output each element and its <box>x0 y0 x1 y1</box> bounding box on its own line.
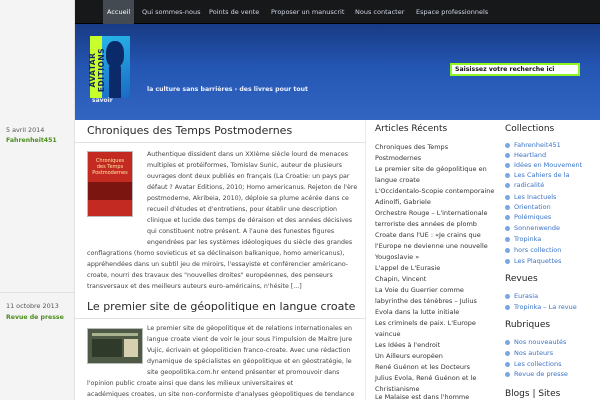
divider <box>0 292 75 293</box>
post-excerpt: Le premier site de géopolitique et de relations internationales en langue croate vient de voir le jour sous l'impulsion de Maitre Jure Vujic, écrivain et géopoliticien franco-croate. Avec une rédaction dynamique de spécialistes en géopolitique et en géostratégie, le site geopolitika.com.hr entend présenter et promouvoir dans <box>147 325 353 376</box>
recent-article-link[interactable]: Evola dans la lutte initiale <box>375 308 460 316</box>
recent-article-link[interactable]: Julius Evola, René Guénon et le <box>375 374 477 382</box>
collection-link[interactable]: Sonnenwende <box>514 224 561 232</box>
search-input[interactable]: Saisissez votre recherche ici <box>450 63 580 76</box>
collection-link[interactable]: Fahrenheit451 <box>514 141 561 149</box>
column-divider <box>365 120 366 400</box>
recent-article-link[interactable]: labyrinthe des ténèbres – Julius <box>375 297 477 305</box>
nav-item-proposer-manuscrit[interactable]: Proposer un manuscrit <box>271 8 345 16</box>
collection-link[interactable]: hors collection <box>514 246 562 254</box>
book-cover-thumbnail[interactable]: Chroniques des Temps Postmodernes <box>87 151 133 217</box>
recent-article-link[interactable]: La Voie du Guerrier comme <box>375 286 464 294</box>
post-date-gutter <box>0 0 75 400</box>
top-navigation <box>75 0 600 24</box>
main-content <box>75 120 365 400</box>
post-title-link[interactable]: Chroniques des Temps Postmodernes <box>87 124 293 137</box>
rubrique-link[interactable]: Nos auteurs <box>514 349 554 357</box>
recent-article-link[interactable]: René Guénon et les Docteurs <box>375 363 470 371</box>
website-screenshot-thumbnail[interactable] <box>87 328 143 364</box>
recent-article-link[interactable]: L'Occidentalo-Scopie contemporaine <box>375 187 495 195</box>
nav-item-accueil[interactable]: Accueil <box>103 0 134 24</box>
post-category-link[interactable]: Revue de presse <box>6 314 64 321</box>
collections-heading: Collections <box>505 124 555 134</box>
recent-article-link[interactable]: Postmodernes <box>375 154 422 162</box>
divider <box>75 142 365 143</box>
recent-article-link[interactable]: Chapin, Vincent <box>375 275 427 283</box>
rubrique-link[interactable]: Nos nouveautés <box>514 338 567 346</box>
recent-article-link[interactable]: langue croate <box>375 176 420 184</box>
post-date: 11 octobre 2013 <box>6 302 59 310</box>
recent-article-link[interactable]: Adinolfi, Gabriele <box>375 198 431 206</box>
post-excerpt: Authentique dissident dans un XXIème siècle lourd de menaces multiples et protéiformes, Tomislav Sunic, auteur de plusieurs ouvrages dont deux publiés en français (La Croatie: un pays par défaut ? Avatar Editions, 2010; Homo americanus. Rejeton de l'ère postmoderne, Akribeia, 2010), déploie sa plume acérée dans ce recueil d'études et d'entretiens, pour établir une description clinique et lucide des temps de déraison et des années décisives qui constituent notre présent. A l'aune des funestes figures engendrées par les systèmes idéologiques du siècle des grandes <box>147 151 358 246</box>
articles-recents-heading: Articles Récents <box>375 124 448 134</box>
recent-article-link[interactable]: Yougoslavie » <box>375 253 420 261</box>
logo-portrait-icon <box>102 36 130 98</box>
collection-link[interactable]: Les Cahiers de la <box>514 171 570 179</box>
post-date: 5 avril 2014 <box>6 126 45 134</box>
collection-link[interactable]: Les Plaquettes <box>514 257 562 265</box>
collection-link[interactable]: Polémiques <box>514 213 552 221</box>
recent-article-link[interactable]: Un Ailleurs européen <box>375 352 443 360</box>
recent-article-link[interactable]: Croate dans l'UE : «Je crains que <box>375 231 481 239</box>
logo-wordmark: AVATAR EDITIONS <box>88 47 106 93</box>
recent-article-link[interactable]: L'appel de L'Eurasie <box>375 264 441 272</box>
rubrique-link[interactable]: Revue de presse <box>514 370 568 378</box>
recent-article-link[interactable]: Le premier site de géopolitique en <box>375 165 487 173</box>
recent-article-link[interactable]: Christianisme <box>375 385 420 393</box>
revue-link[interactable]: Eurasia <box>514 292 539 300</box>
site-tagline: la culture sans barrières › des livres pour tout <box>147 86 309 93</box>
revue-link[interactable]: Tropinka – La revue <box>514 303 577 311</box>
nav-item-nous-contacter[interactable]: Nous contacter <box>355 8 405 16</box>
collection-link[interactable]: Heartland <box>514 151 547 159</box>
recent-article-link[interactable]: vaincue <box>375 330 401 338</box>
collection-link[interactable]: Orientation <box>514 203 551 211</box>
recent-article-link[interactable]: Chroniques des Temps <box>375 143 449 151</box>
rubrique-link[interactable]: Les collections <box>514 360 562 368</box>
nav-item-points-de-vente[interactable]: Points de vente <box>209 8 260 16</box>
collection-link[interactable]: Idées en Mouvement <box>514 161 583 169</box>
blogs-sites-heading: Blogs | Sites <box>505 389 561 399</box>
post-title-link[interactable]: Le premier site de géopolitique en langue croate <box>87 300 356 313</box>
collection-link[interactable]: Tropinka <box>514 235 542 243</box>
nav-item-espace-professionnels[interactable]: Espace professionnels <box>416 8 489 16</box>
logo-subtitle: savoir <box>92 97 113 104</box>
recent-article-link[interactable]: l'Europe ne devienne une nouvelle <box>375 242 488 250</box>
recent-article-link[interactable]: Orchestre Rouge – L'internationale <box>375 209 488 217</box>
recent-article-link[interactable]: Les Idées à l'endroit <box>375 341 441 349</box>
post-excerpt-continued: l'opinion public croate ainsi que dans les milieux universitaires et académiques croates, un site non-conformiste d'analyses géopolitiques de tendance <box>87 380 355 398</box>
post-excerpt-continued: conflagrations (homo sovieticus et sa déclinaison balkanique, homo americanus), appréhendées dans un subtil jeu de miroirs, l'essayiste et conférencier américano- croate, nourri des travaux des "nouvelles droites" européennes, des penseurs transversaux et des meilleurs auteurs euro-américains, n'hésite [...] <box>87 250 349 290</box>
post-category-link[interactable]: Fahrenheit451 <box>6 137 57 144</box>
collection-link[interactable]: Les Inactuels <box>514 193 557 201</box>
rubriques-heading: Rubriques <box>505 320 551 330</box>
divider <box>75 318 365 319</box>
nav-item-qui-sommes-nous[interactable]: Qui sommes-nous <box>142 8 201 16</box>
collection-link-continued[interactable]: radicalité <box>514 181 545 189</box>
recent-article-link[interactable]: Le Malaise est dans l'homme <box>375 393 470 400</box>
recent-article-link[interactable]: Les criminels de paix. L'Europe <box>375 319 476 327</box>
revues-heading: Revues <box>505 274 538 284</box>
recent-article-link[interactable]: terroriste des années de plomb <box>375 220 477 228</box>
